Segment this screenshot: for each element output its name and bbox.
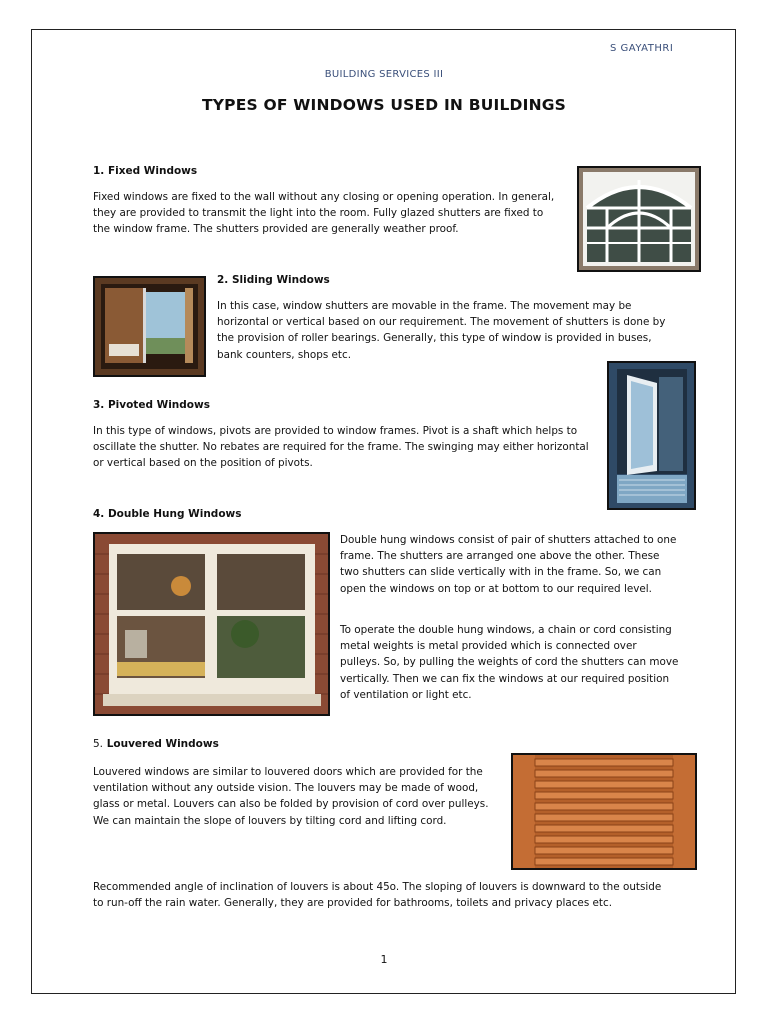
author-name: S GAYATHRI [610, 43, 674, 54]
section-text-sliding: In this case, window shutters are movable in the frame. The movement may be horizontal or vertical based on our requirement. The movement of shutters is done by the provision of roller bearings. Generally, this type of window is provided in buses, bank counters, shops etc. [217, 300, 666, 361]
section-heading-louvered [93, 738, 219, 750]
section-text-fixed: Fixed windows are fixed to the wall without any closing or opening operation. In general, they are provided to transmit the light into the room. Fully glazed shutters are fixed to the window frame. The shutters provided are generally weather proof. [93, 191, 555, 236]
section-text-pivoted: In this type of windows, pivots are provided to window frames. Pivot is a shaft which helps to oscillate the shutter. No rebates are required for the frame. The swinging may either horizontal or vertical based on the position of pivots. [93, 425, 589, 470]
fixed-window-image [577, 166, 701, 272]
sliding-window-image [93, 276, 206, 377]
section-heading-pivoted: 3. Pivoted Windows [93, 399, 210, 411]
section-heading-double-hung: 4. Double Hung Windows [93, 508, 242, 520]
section-heading-fixed: 1. Fixed Windows [93, 165, 198, 177]
pivoted-window-image [607, 361, 696, 510]
louvered-window-image [511, 753, 697, 870]
section-heading-louvered-text: Louvered Windows [106, 738, 219, 750]
section-text-louvered-2: Recommended angle of inclination of louvers is about 45o. The sloping of louvers is downward to the outside to run-off the rain water. Generally, they are provided for bathrooms, toilets and privacy places etc. [93, 881, 662, 910]
section-text-double-hung-1: Double hung windows consist of pair of shutters attached to one frame. The shutters are arranged one above the other. These two shutters can slide vertically with in the frame. So, we can open the windows on top or at bottom to our required level. [340, 534, 677, 595]
section-text-louvered-1: Louvered windows are similar to louvered doors which are provided for the ventilation without any outside vision. The louvers may be made of wood, glass or metal. Louvers can also be folded by provision of cord over pulleys. We can maintain the slope of louvers by tilting cord and lifting cord. [93, 766, 489, 827]
double-hung-window-image [93, 532, 330, 716]
page-number: 1 [380, 953, 388, 966]
section-heading-louvered-number: 5. [93, 738, 104, 750]
section-heading-sliding: 2. Sliding Windows [217, 274, 330, 286]
course-title: BUILDING SERVICES III [324, 69, 444, 80]
section-text-double-hung-2: To operate the double hung windows, a chain or cord consisting metal weights is metal provided which is connected over pulleys. So, by pulling the weights of cord the shutters can move vertically. Then we can fix the windows at our required position of ventilation or light etc. [340, 624, 679, 701]
page-title: TYPES OF WINDOWS USED IN BUILDINGS [201, 96, 567, 114]
